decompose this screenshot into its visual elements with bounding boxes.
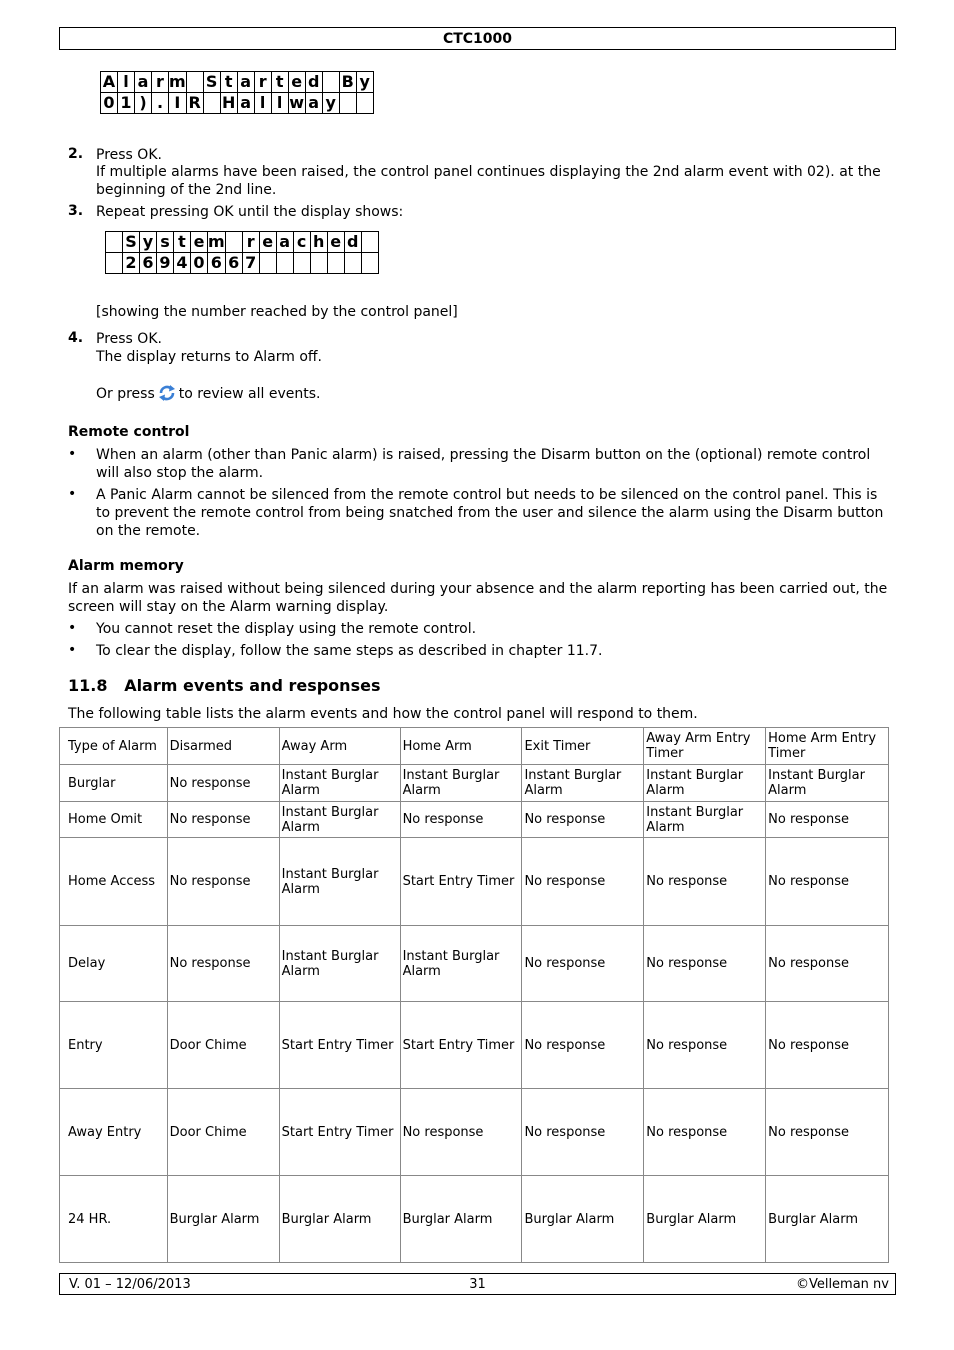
step-number: 2. [68, 146, 84, 162]
lcd-cell: t [220, 72, 237, 93]
table-cell: Instant Burglar Alarm [279, 926, 400, 1002]
lcd-cell: e [288, 72, 305, 93]
lcd-cell: r [254, 72, 271, 93]
lcd-cell: t [174, 232, 191, 253]
lcd-cell: S [203, 72, 220, 93]
table-cell: No response [644, 926, 766, 1002]
lcd-cell: 9 [157, 253, 174, 274]
table-cell: No response [766, 926, 889, 1002]
table-cell: Burglar Alarm [167, 1176, 279, 1263]
table-cell: Instant Burglar Alarm [400, 926, 522, 1002]
section-intro: The following table lists the alarm events and how the control panel will respond to them. [68, 706, 698, 722]
bullet-icon: • [68, 620, 77, 636]
bullet-text: A Panic Alarm cannot be silenced from the remote control but needs to be silenced on the control panel. This is to prevent the remote control from being snatched from the user and silence the alarm using the Disarm button on the remote. [96, 487, 884, 539]
table-cell: No response [644, 1089, 766, 1176]
lcd-cell: d [344, 232, 361, 253]
step-number: 3. [68, 203, 84, 219]
lcd-cell: 4 [174, 253, 191, 274]
lcd-cell: 2 [123, 253, 140, 274]
step-text: Repeat pressing OK until the display shows: [96, 204, 404, 220]
lcd-cell: a [237, 93, 254, 114]
table-cell: Burglar Alarm [400, 1176, 522, 1263]
footer-version: V. 01 – 12/06/2013 [69, 1277, 191, 1292]
table-cell: Burglar Alarm [766, 1176, 889, 1263]
lcd-display-alarm-started [100, 71, 374, 114]
lcd-cell: 6 [208, 253, 226, 274]
remote-control-heading: Remote control [68, 424, 190, 440]
table-header-cell: Type of Alarm [60, 728, 168, 765]
lcd-row [106, 232, 379, 253]
lcd-cell: H [221, 93, 236, 112]
lcd-cell: y [322, 93, 339, 114]
table-cell: Delay [60, 926, 168, 1002]
page-header [59, 27, 896, 50]
table-cell: Instant Burglar Alarm [644, 765, 766, 802]
table-cell: No response [167, 838, 279, 926]
lcd-cell: s [157, 232, 174, 253]
lcd-cell [106, 253, 123, 274]
table-cell: Door Chime [167, 1002, 279, 1089]
lcd-cell: S [123, 232, 140, 253]
table-cell: Door Chime [167, 1089, 279, 1176]
lcd-cell [310, 253, 327, 274]
table-cell: 24 HR. [60, 1176, 168, 1263]
lcd-cell: t [271, 72, 288, 93]
alarm-memory-paragraph: If an alarm was raised without being silenced during your absence and the alarm reporting has been carried out, the screen will stay on the Alarm warning display. [68, 581, 888, 615]
table-cell: Entry [60, 1002, 168, 1089]
lcd-cell: w [289, 93, 305, 112]
lcd-cell [203, 93, 220, 114]
lcd-cell: 7 [242, 253, 259, 274]
footer-page-number: 31 [469, 1277, 486, 1292]
lcd-cell: d [305, 72, 322, 93]
step-text: If multiple alarms have been raised, the control panel continues displaying the 2nd alarm event with 02). at the beginning of the 2nd line. [96, 164, 881, 198]
table-cell: No response [766, 802, 889, 838]
or-press-text: Or press [96, 386, 155, 402]
table-cell: No response [167, 926, 279, 1002]
table-cell: Away Entry [60, 1089, 168, 1176]
lcd-cell: m [169, 72, 186, 91]
lcd-cell [327, 253, 344, 274]
table-row [60, 1002, 889, 1089]
lcd-cell: 0 [191, 253, 208, 274]
bullet-icon: • [68, 486, 77, 502]
step-text: Press OK. [96, 331, 162, 347]
table-cell: No response [766, 1002, 889, 1089]
table-cell: Burglar Alarm [522, 1176, 644, 1263]
step-number: 4. [68, 330, 84, 346]
table-cell: Instant Burglar Alarm [766, 765, 889, 802]
lcd-cell: . [152, 93, 169, 114]
lcd-cell [106, 232, 123, 253]
alarm-memory-heading: Alarm memory [68, 558, 184, 574]
lcd-cell: l [118, 72, 135, 93]
table-cell: No response [522, 1002, 644, 1089]
table-cell: Home Access [60, 838, 168, 926]
lcd-cell: e [327, 232, 344, 253]
table-row [60, 1176, 889, 1263]
lcd-cell: R [186, 93, 203, 114]
table-row [60, 765, 889, 802]
bullet-text: To clear the display, follow the same steps as described in chapter 11.7. [96, 643, 603, 659]
table-cell: No response [522, 1089, 644, 1176]
lcd-cell [361, 253, 378, 274]
lcd-cell: h [310, 232, 327, 253]
table-cell: No response [766, 838, 889, 926]
bullet-icon: • [68, 446, 77, 462]
table-row [60, 838, 889, 926]
table-cell: Instant Burglar Alarm [279, 765, 400, 802]
review-text: to review all events. [178, 386, 321, 402]
step-note: [showing the number reached by the control panel] [96, 304, 458, 320]
lcd-cell [356, 93, 373, 114]
lcd-cell: ) [135, 93, 152, 114]
lcd-cell [361, 232, 378, 253]
table-cell: Start Entry Timer [400, 838, 522, 926]
lcd-cell: y [356, 72, 373, 93]
table-row [60, 926, 889, 1002]
table-header-cell: Exit Timer [522, 728, 644, 765]
lcd-cell: a [135, 72, 152, 93]
lcd-cell: r [242, 232, 259, 253]
table-cell: Start Entry Timer [279, 1089, 400, 1176]
table-header-cell: Home Arm [400, 728, 522, 765]
bullet-text: You cannot reset the display using the remote control. [96, 621, 477, 637]
table-cell: No response [167, 802, 279, 838]
lcd-cell: r [152, 72, 169, 93]
section-heading: 11.8 Alarm events and responses [68, 676, 381, 695]
lcd-cell: a [237, 72, 254, 93]
table-row [60, 1089, 889, 1176]
lcd-cell: B [339, 72, 356, 93]
alarm-events-table [59, 727, 889, 1263]
lcd-cell: a [305, 93, 322, 114]
table-cell: Start Entry Timer [400, 1002, 522, 1089]
lcd-cell [293, 253, 310, 274]
lcd-cell: m [208, 232, 225, 251]
table-cell: No response [400, 802, 522, 838]
lcd-row [101, 93, 374, 114]
lcd-cell: l [271, 93, 288, 114]
lcd-row [106, 253, 379, 274]
table-cell: Burglar Alarm [644, 1176, 766, 1263]
lcd-cell: l [254, 93, 271, 114]
lcd-cell: 1 [118, 93, 135, 114]
table-cell: Instant Burglar Alarm [644, 802, 766, 838]
lcd-cell [259, 253, 276, 274]
table-header-cell: Home Arm Entry Timer [766, 728, 889, 765]
step-text: The display returns to Alarm off. [96, 349, 323, 365]
page-footer [59, 1273, 896, 1295]
table-cell: Burglar Alarm [279, 1176, 400, 1263]
lcd-cell: I [169, 93, 187, 114]
table-cell: No response [522, 838, 644, 926]
bullet-text: When an alarm (other than Panic alarm) is raised, pressing the Disarm button on the (optional) remote control will also stop the alarm. [96, 447, 871, 481]
table-cell: Home Omit [60, 802, 168, 838]
lcd-cell: e [259, 232, 276, 253]
table-header-cell: Away Arm Entry Timer [644, 728, 766, 765]
lcd-cell [344, 253, 361, 274]
table-cell: No response [644, 838, 766, 926]
lcd-cell: A [101, 72, 118, 93]
lcd-row [101, 72, 374, 93]
bullet-icon: • [68, 642, 77, 658]
lcd-cell [276, 253, 293, 274]
lcd-cell [322, 72, 339, 93]
lcd-cell: a [276, 232, 293, 253]
table-cell: No response [522, 802, 644, 838]
table-header-cell: Away Arm [279, 728, 400, 765]
table-header-row [60, 728, 889, 765]
lcd-cell: c [293, 232, 310, 253]
table-cell: No response [400, 1089, 522, 1176]
lcd-display-system-reached [105, 231, 379, 274]
table-cell: Instant Burglar Alarm [522, 765, 644, 802]
footer-copyright: ©Velleman nv [795, 1277, 889, 1292]
table-cell: Instant Burglar Alarm [279, 802, 400, 838]
lcd-cell [225, 232, 242, 253]
table-cell: No response [766, 1089, 889, 1176]
table-cell: No response [522, 926, 644, 1002]
lcd-cell [339, 93, 356, 114]
lcd-cell: y [140, 232, 157, 253]
lcd-cell: 6 [140, 253, 157, 274]
lcd-cell: e [191, 232, 208, 253]
table-cell: No response [644, 1002, 766, 1089]
table-header-cell: Disarmed [167, 728, 279, 765]
sync-arrows-icon [158, 385, 176, 401]
step-text [96, 385, 886, 403]
step-text: Press OK. [96, 147, 162, 163]
lcd-cell: 6 [225, 253, 242, 274]
table-cell: Instant Burglar Alarm [279, 838, 400, 926]
table-cell: No response [167, 765, 279, 802]
table-row [60, 802, 889, 838]
document-title: CTC1000 [442, 31, 513, 47]
table-cell: Burglar [60, 765, 168, 802]
lcd-cell [186, 72, 203, 93]
table-cell: Instant Burglar Alarm [400, 765, 522, 802]
lcd-cell: 0 [101, 93, 118, 114]
table-cell: Start Entry Timer [279, 1002, 400, 1089]
